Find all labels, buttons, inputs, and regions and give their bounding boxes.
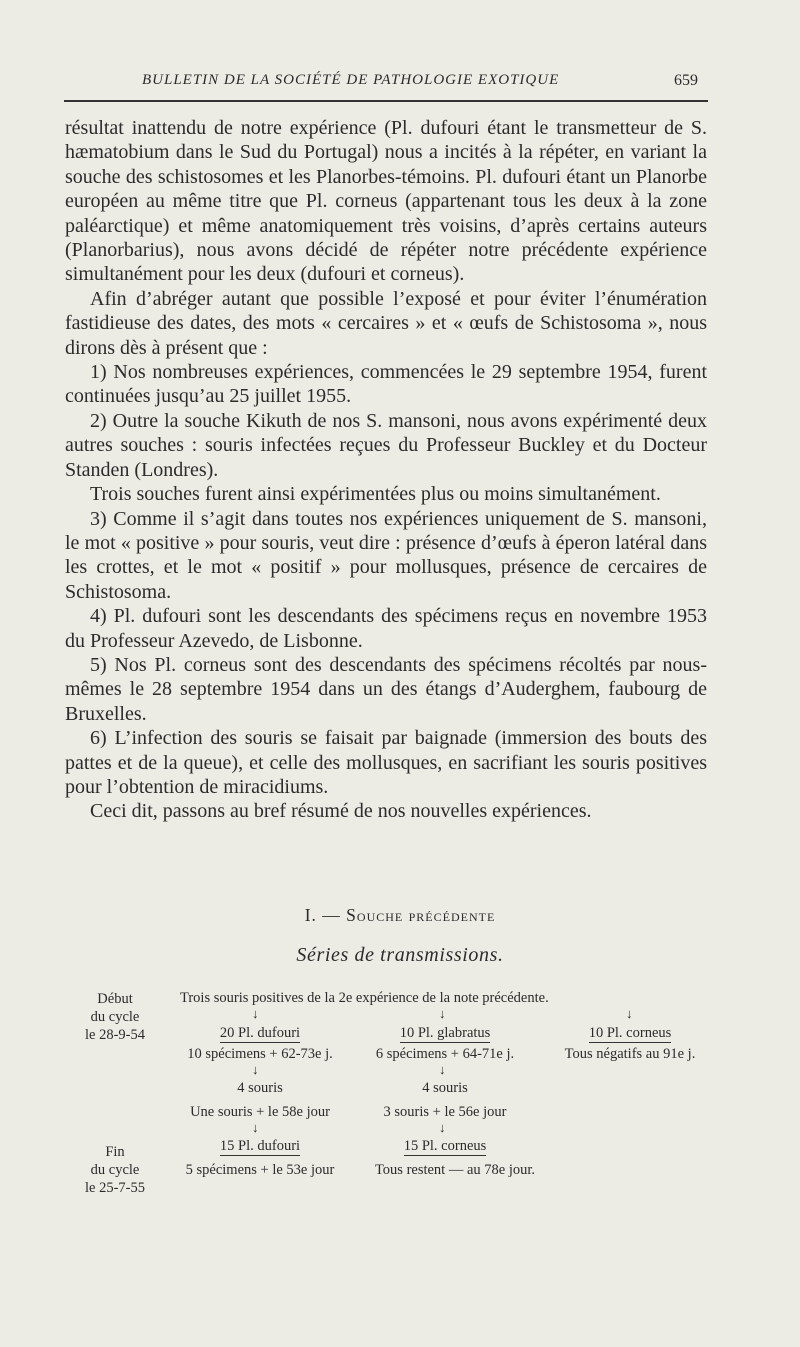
col1-mice-result: Une souris + le 58e jour — [190, 1104, 330, 1120]
col1-result: 10 spécimens + 62-73e j. — [187, 1046, 333, 1062]
end-label-line: du cycle — [90, 1162, 140, 1178]
down-arrow-icon: ↓ — [252, 1062, 259, 1077]
col3-species: 10 Pl. corneus — [588, 1025, 672, 1041]
running-header: BULLETIN DE LA SOCIÉTÉ DE PATHOLOGIE EXOTIQUE — [142, 72, 560, 88]
end-label-line: le 25-7-55 — [85, 1180, 145, 1196]
down-arrow-icon: ↓ — [252, 1006, 259, 1021]
section-number: I. — — [304, 905, 341, 925]
start-label-line: du cycle — [90, 1009, 140, 1025]
paragraph: 5) Nos Pl. corneus sont des descendants des spécimens récoltés par nous-mêmes le 28 septembre 1954 dans un des étangs d’Auderghem, faubourg de Bruxelles. — [65, 653, 707, 725]
section-heading — [0, 905, 800, 926]
paragraph: 4) Pl. dufouri sont les descendants des spécimens reçus en novembre 1953 du Professeur Azevedo, de Lisbonne. — [65, 605, 707, 652]
col1-species: 20 Pl. dufouri — [219, 1025, 301, 1041]
down-arrow-icon: ↓ — [439, 1006, 446, 1021]
down-arrow-icon: ↓ — [439, 1120, 446, 1135]
paragraph: 2) Outre la souche Kikuth de nos S. mansoni, nous avons expérimenté deux autres souches : souris infectées reçues du Professeur Buckley et du Docteur Standen (Londres). — [65, 409, 707, 481]
col2-result: 6 spécimens + 64-71e j. — [375, 1046, 515, 1062]
col3-result: Tous négatifs au 91e j. — [564, 1046, 696, 1062]
diagram-top-line: Trois souris positives de la 2e expérience de la note précédente. — [180, 990, 549, 1006]
col2-species: 10 Pl. glabratus — [399, 1025, 491, 1041]
start-label-line: Début — [97, 991, 133, 1007]
header-rule — [64, 100, 708, 102]
down-arrow-icon: ↓ — [439, 1062, 446, 1077]
down-arrow-icon: ↓ — [252, 1120, 259, 1135]
col2-mice: 4 souris — [422, 1080, 468, 1096]
paragraph: 6) L’infection des souris se faisait par baignade (immersion des bouts des pattes et de la queue), et celle des mollusques, en sacrifiant les souris positives pour l’obtention de miracidiums. — [65, 727, 707, 798]
col2-final-result: Tous restent — au 78e jour. — [374, 1162, 536, 1178]
body-text — [65, 116, 707, 824]
paragraph: Ceci dit, passons au bref résumé de nos nouvelles expériences. — [90, 800, 592, 823]
end-label-line: Fin — [105, 1144, 125, 1160]
paragraph: Afin d’abréger autant que possible l’exposé et pour éviter l’énumération fastidieuse des dates, des mots « cercaires » et « œufs de Schistosoma », nous dirons dès à présent que : — [65, 287, 707, 359]
section-title: Souche précédente — [346, 905, 496, 925]
start-label-line: le 28-9-54 — [85, 1027, 145, 1043]
paragraph: résultat inattendu de notre expérience (Pl. dufouri étant le transmetteur de S. hæmatobium dans le Sud du Portugal) nous a incités à la répéter, en variant la souche des schistosomes et les Planorbes-témoins. Pl. dufouri étant un Planorbe européen au même titre que Pl. corneus (appartenant tous les deux à la zone paléarctique) et même anatomiquement très voisins, d’après certains auteurs (Planorbarius), nous avons décidé de répéter notre précédente expérience simultanément pour les deux (dufouri et corneus). — [65, 117, 707, 286]
down-arrow-icon: ↓ — [626, 1006, 633, 1021]
section-subtitle: Séries de transmissions. — [296, 944, 504, 966]
paragraph: 3) Comme il s’agit dans toutes nos expériences uniquement de S. mansoni, le mot « positive » pour souris, veut dire : présence d’œufs à éperon latéral dans les crottes, et le mot « positif » pour mollusques, présence de cercaires de Schistosoma. — [65, 507, 707, 603]
col1-final-result: 5 spécimens + le 53e jour — [185, 1162, 335, 1178]
page-number: 659 — [674, 72, 698, 89]
paragraph: 1) Nos nombreuses expériences, commencées le 29 septembre 1954, furent continuées jusqu’au 25 juillet 1955. — [65, 361, 707, 408]
paragraph: Trois souches furent ainsi expérimentées plus ou moins simultanément. — [90, 483, 661, 506]
col1-species-2: 15 Pl. dufouri — [219, 1138, 301, 1154]
col1-mice: 4 souris — [237, 1080, 283, 1096]
col2-species-2: 15 Pl. corneus — [403, 1138, 487, 1154]
col2-mice-result: 3 souris + le 56e jour — [383, 1104, 507, 1120]
